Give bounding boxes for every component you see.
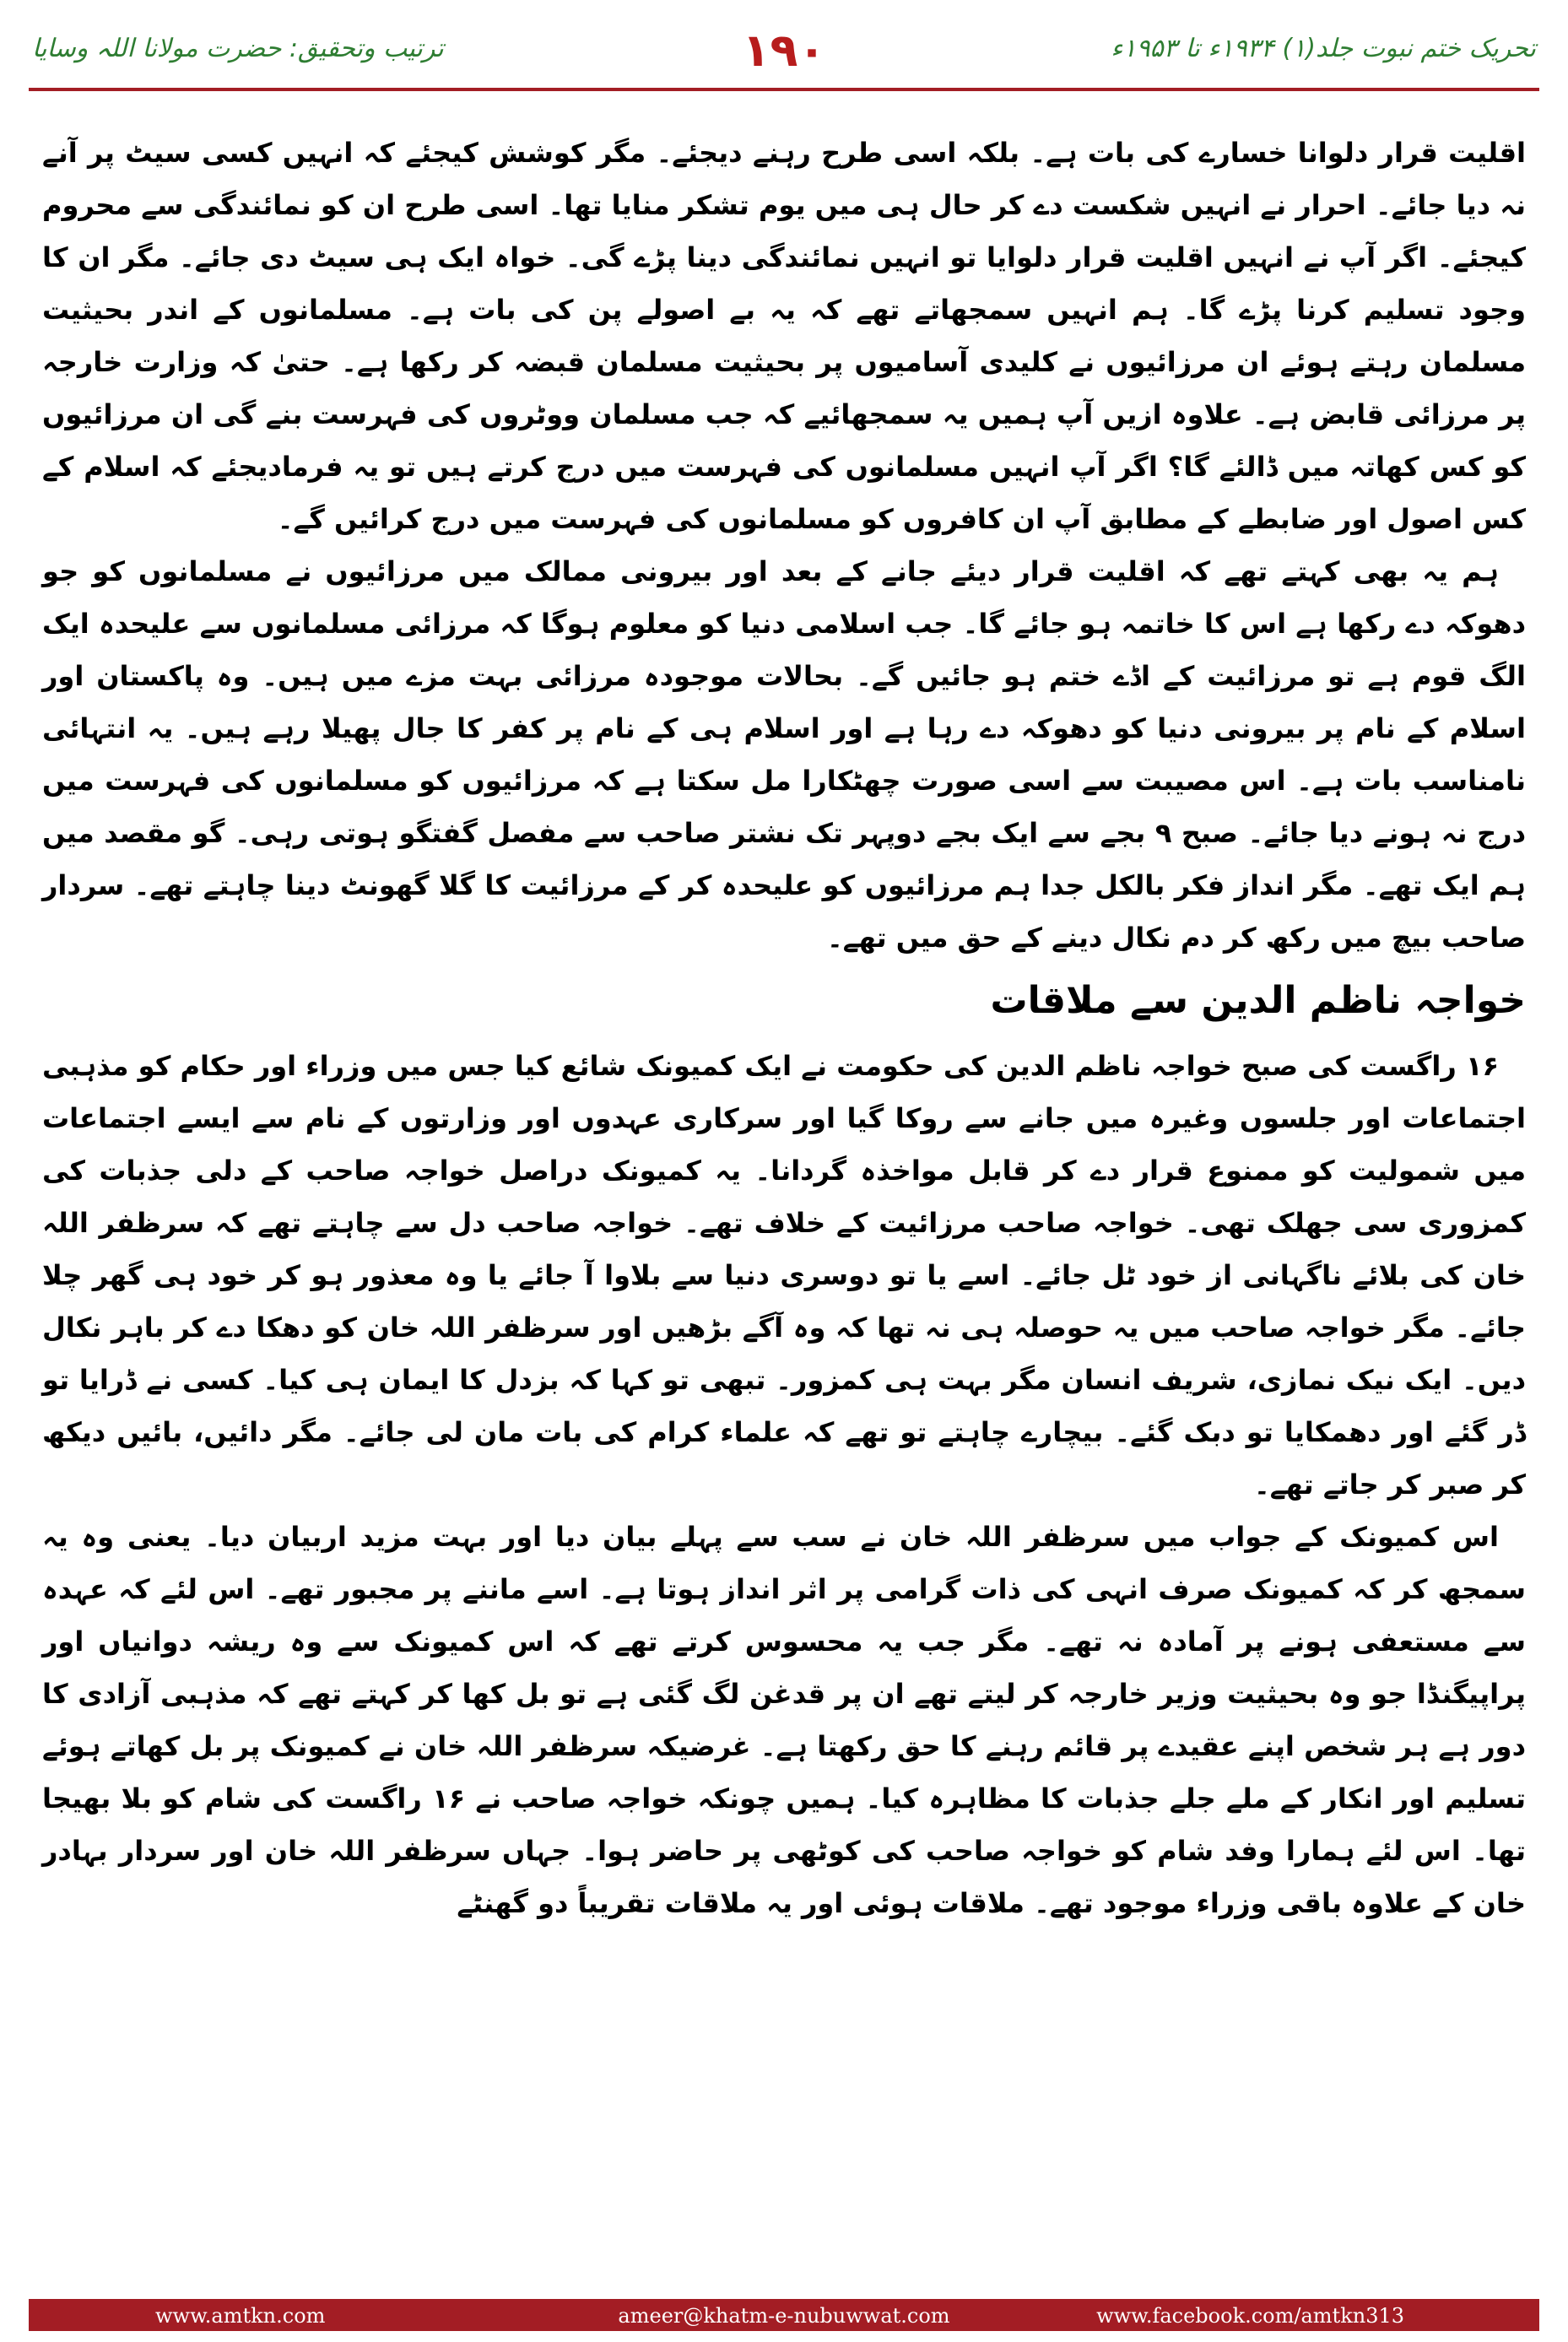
section-heading: خواجہ ناظم الدین سے ملاقات (990, 979, 1526, 1022)
paragraph-1: اقلیت قرار دلوانا خسارے کی بات ہے۔ بلکہ اسی طرح رہنے دیجئے۔ مگر کوشش کیجئے کہ انہیں کسی سیٹ پر آنے نہ دیا جائے۔ احرار نے انہیں شکست دے کر حال ہی میں یوم تشکر منایا تھا۔ اسی طرح ان کو نمائندگی سے محروم کیجئے۔ اگر آپ نے انہیں اقلیت قرار دلوایا تو انہیں نمائندگی دینا پڑے گی۔ خواہ ایک ہی سیٹ دی جائے۔ مگر ان کا وجود تسلیم کرنا پڑے گا۔ ہم انہیں سمجھاتے تھے کہ یہ بے اصولے پن کی بات ہے۔ مسلمانوں کے اندر بحیثیت مسلمان رہتے ہوئے ان مرزائیوں نے کلیدی آسامیوں پر بحیثیت مسلمان قبضہ کر رکھا ہے۔ حتیٰ کہ وزارت خارجہ پر مرزائی قابض ہے۔ علاوہ ازیں آپ ہمیں یہ سمجھائیے کہ جب مسلمان ووٹروں کی فہرست بنے گی ان مرزائیوں کو کس کھاتہ میں ڈالئے گا؟ اگر آپ انہیں مسلمانوں کی فہرست میں درج کرتے ہیں تو یہ فرمادیجئے کہ اسلام کے کس اصول اور ضابطے کے مطابق آپ ان کافروں کو مسلمانوں کی فہرست میں درج کرائیں گے۔ (42, 137, 1527, 535)
page-header (0, 0, 1568, 84)
paragraph-3: ۱۶ راگست کی صبح خواجہ ناظم الدین کی حکومت نے ایک کمیونک شائع کیا جس میں وزراء اور حکام کو مذہبی اجتماعات اور جلسوں وغیرہ میں جانے سے روکا گیا اور سرکاری عہدوں اور وزارتوں کے نام سے ایسے اجتماعات میں شمولیت کو ممنوع قرار دے کر قابل مواخذہ گردانا۔ یہ کمیونک دراصل خواجہ صاحب کے دلی جذبات کی کمزوری سی جھلک تھی۔ خواجہ صاحب مرزائیت کے خلاف تھے۔ خواجہ صاحب دل سے چاہتے تھے کہ سرظفر اللہ خان کی بلائے ناگہانی از خود ٹل جائے۔ اسے یا تو دوسری دنیا سے بلاوا آ جائے یا وہ معذور ہو کر خود ہی گھر چلا جائے۔ مگر خواجہ صاحب میں یہ حوصلہ ہی نہ تھا کہ وہ آگے بڑھیں اور سرظفر اللہ خان کو دھکا دے کر باہر نکال دیں۔ ایک نیک نمازی، شریف انسان مگر بہت ہی کمزور۔ تبھی تو کہا کہ بزدل کا ایمان ہی کیا۔ کسی نے ڈرایا تو ڈر گئے اور دھمکایا تو دبک گئے۔ بیچارے چاہتے تو تھے کہ علماء کرام کی بات مان لی جائے۔ مگر دائیں، بائیں دیکھ کر صبر کر جاتے تھے۔ (42, 1050, 1527, 1501)
header-divider (29, 88, 1539, 91)
page-number: ۱۹۰ (742, 24, 826, 77)
page-footer (29, 2299, 1539, 2331)
book-title: تحریک ختم نبوت جلد(۱) ۱۹۳۴ء تا ۱۹۵۳ء (1111, 34, 1536, 63)
paragraph-2: ہم یہ بھی کہتے تھے کہ اقلیت قرار دیئے جانے کے بعد اور بیرونی ممالک میں مرزائیوں نے مسلمانوں کو جو دھوکہ دے رکھا ہے اس کا خاتمہ ہو جائے گا۔ جب اسلامی دنیا کو معلوم ہوگا کہ مرزائی مسلمانوں سے علیحدہ ایک الگ قوم ہے تو مرزائیت کے اڈے ختم ہو جائیں گے۔ بحالات موجودہ مرزائی بہت مزے میں ہیں۔ وہ پاکستان اور اسلام کے نام پر بیرونی دنیا کو دھوکہ دے رہا ہے اور اسلام ہی کے نام پر کفر کا جال پھیلا رہے ہیں۔ یہ انتہائی نامناسب بات ہے۔ اس مصیبت سے اسی صورت چھٹکارا مل سکتا ہے کہ مرزائیوں کو مسلمانوں کی فہرست میں درج نہ ہونے دیا جائے۔ صبح ۹ بجے سے ایک بجے دوپہر تک نشتر صاحب سے مفصل گفتگو ہوتی رہی۔ گو مقصد میں ہم ایک تھے۔ مگر انداز فکر بالکل جدا ہم مرزائیوں کو علیحدہ کر کے مرزائیت کا گلا گھونٹ دینا چاہتے تھے۔ سردار صاحب بیچ میں رکھ کر دم نکال دینے کے حق میں تھے۔ (42, 555, 1527, 954)
email-link[interactable]: ameer@khatm-e-nubuwwat.com (618, 2304, 950, 2328)
compiler-credit: ترتیب وتحقیق: حضرت مولانا اللہ وسایا (32, 34, 444, 63)
facebook-link[interactable]: www.facebook.com/amtkn313 (1096, 2304, 1404, 2328)
paragraph-4: اس کمیونک کے جواب میں سرظفر اللہ خان نے سب سے پہلے بیان دیا اور بہت مزید اربیان دیا۔ یعنی وہ یہ سمجھ کر کہ کمیونک صرف انہی کی ذات گرامی پر اثر انداز ہوتا ہے۔ اسے ماننے پر مجبور تھے۔ اس لئے کہ عہدہ سے مستعفی ہونے پر آمادہ نہ تھے۔ مگر جب یہ محسوس کرتے تھے کہ اس کمیونک سے وہ ریشہ دوانیاں اور پراپیگنڈا جو وہ بحیثیت وزیر خارجہ کر لیتے تھے ان پر قدغن لگ گئی ہے تو بل کھا کر کہتے تھے کہ مذہبی آزادی کا دور ہے ہر شخص اپنے عقیدے پر قائم رہنے کا حق رکھتا ہے۔ غرضیکہ سرظفر اللہ خان نے کمیونک پر بل کھاتے ہوئے تسلیم اور انکار کے ملے جلے جذبات کا مظاہرہ کیا۔ ہمیں چونکہ خواجہ صاحب نے ۱۶ راگست کی شام کو بلا بھیجا تھا۔ اس لئے ہمارا وفد شام کو خواجہ صاحب کی کوٹھی پر حاضر ہوا۔ جہاں سرظفر اللہ خان اور سردار بہادر خان کے علاوہ باقی وزراء موجود تھے۔ ملاقات ہوئی اور یہ ملاقات تقریباً دو گھنٹے (42, 1521, 1527, 1919)
article-body (42, 127, 1526, 1929)
website-link[interactable]: www.amtkn.com (155, 2304, 326, 2328)
